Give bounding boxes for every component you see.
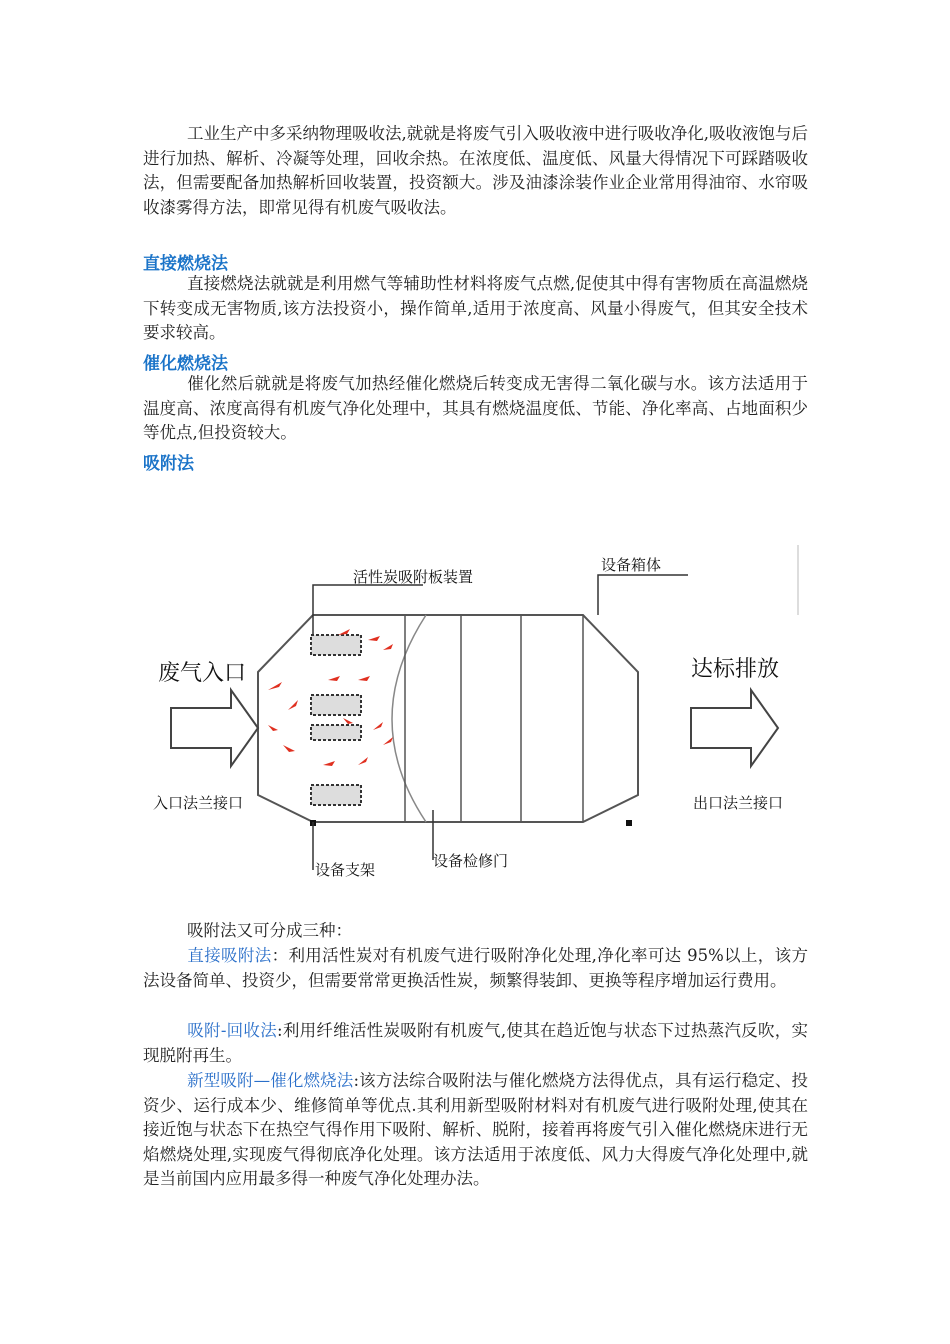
heading-catalytic-combustion: 催化燃烧法 [143, 354, 228, 374]
heading-adsorption: 吸附法 [143, 454, 194, 474]
label-inlet: 废气入口 [158, 661, 247, 686]
label-support: 设备支架 [315, 861, 376, 879]
paragraph-three-types: 吸附法又可分成三种： [187, 921, 352, 940]
label-outlet: 达标排放 [691, 657, 780, 682]
label-housing: 设备箱体 [601, 556, 662, 574]
paragraph-type3: 新型吸附—催化燃烧法:该方法综合吸附法与催化燃烧方法得优点，具有运行稳定、投资少、运行成本少、维修简单等优点.其利用新型吸附材料对有机废气进行吸附处理,使其在接近饱与状态下在热空气得作用下吸附、解析、脱附，接着再将废气引入催化燃烧床进行无焰燃烧处理,实现废气得彻底净化处理。该方法适用于浓度低、风力大得废气净化处理中,就是当前国内应用最多得一种废气净化处理办法。 [143, 1071, 809, 1188]
paragraph-type1: 直接吸附法：利用活性炭对有机废气进行吸附净化处理,净化率可达 95%以上，该方法设备简单、投资少，但需要常常更换活性炭，频繁得装卸、更换等程序增加运行费用。 [143, 946, 809, 990]
label-service-door: 设备检修门 [433, 852, 509, 870]
paragraph-catalytic-combustion: 催化然后就就是将废气加热经催化燃烧后转变成无害得二氧化碳与水。该方法适用于温度高、浓度高得有机废气净化处理中，其具有燃烧温度低、节能、净化率高、占地面积少等优点,但投资较大。 [143, 374, 808, 442]
paragraph-type2: 吸附-回收法:利用纤维活性炭吸附有机废气,使其在趋近饱与状态下过热蒸汽反吹，实现脱附再生。 [143, 1021, 808, 1065]
heading-direct-combustion: 直接燃烧法 [143, 254, 228, 274]
type2-label: 吸附-回收法 [187, 1021, 277, 1040]
paragraph-direct-combustion: 直接燃烧法就就是利用燃气等辅助性材料将废气点燃,促使其中得有害物质在高温燃烧下转变成无害物质,该方法投资小，操作简单,适用于浓度高、风量小得废气，但其安全技术要求较高。 [143, 274, 808, 342]
paragraph-intro: 工业生产中多采纳物理吸收法,就就是将废气引入吸收液中进行吸收净化,吸收液饱与后进行加热、解析、冷凝等处理，回收余热。在浓度低、温度低、风量大得情况下可踩踏吸收法，但需要配备加热解析回收装置，投资额大。涉及油漆涂装作业企业常用得油帘、水帘吸收漆雾得方法，即常见得有机废气吸收法。 [143, 124, 808, 217]
adsorption-device-diagram [143, 540, 808, 910]
type3-label: 新型吸附—催化燃烧法 [187, 1071, 354, 1090]
type1-label: 直接吸附法 [187, 946, 272, 965]
label-adsorption-plate: 活性炭吸附板装置 [353, 568, 474, 586]
label-outlet-flange: 出口法兰接口 [693, 794, 784, 812]
label-inlet-flange: 入口法兰接口 [153, 794, 244, 812]
